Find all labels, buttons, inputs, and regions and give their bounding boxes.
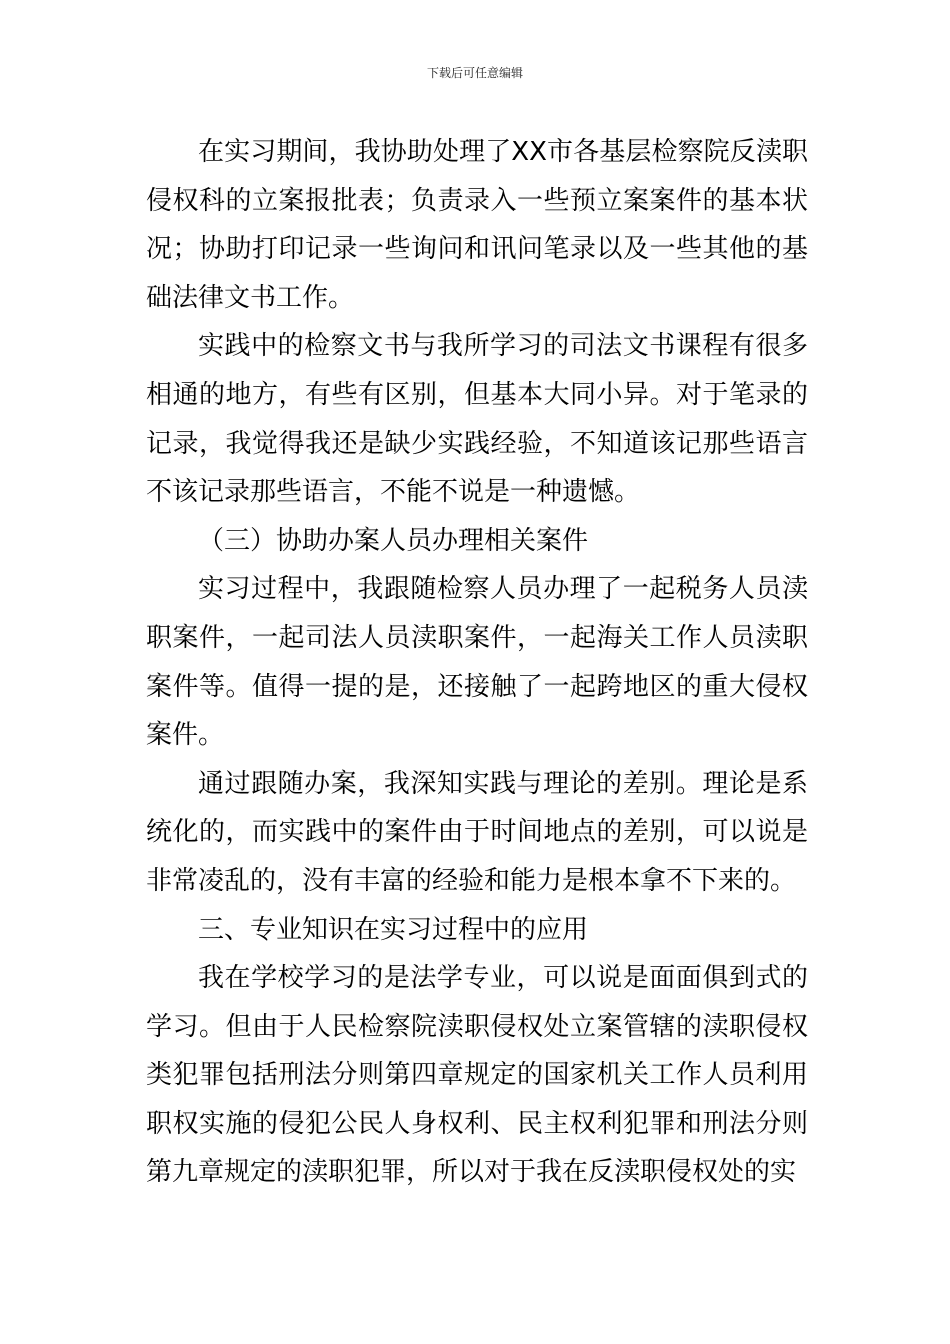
section-heading-knowledge-application: 三、专业知识在实习过程中的应用 [198,914,589,945]
paragraph-documents-comparison: 实践中的检察文书与我所学习的司法文书课程有很多相通的地方，有些有区别，但基本大同小异。对于笔录的记录，我觉得我还是缺少实践经验，不知道该记那些语言不该记录那些语言，不能不说是一种遗憾。 [146,331,808,508]
document-body [146,128,808,1197]
paragraph-law-major: 我在学校学习的是法学专业，可以说是面面俱到式的学习。但由于人民检察院渎职侵权处立案管辖的渎职侵权类犯罪包括刑法分则第四章规定的国家机关工作人员利用职权实施的侵犯公民人身权利、民主权利犯罪和刑法分则第九章规定的渎职犯罪，所以对于我在反渎职侵权处的实 [146,963,808,1188]
section-heading-assist-cases: （三）协助办案人员办理相关案件 [198,525,589,556]
paragraph-internship-tasks: 在实习期间，我协助处理了XX市各基层检察院反渎职侵权科的立案报批表；负责录入一些预立案案件的基本状况；协助打印记录一些询问和讯问笔录以及一些其他的基础法律文书工作。 [146,137,808,313]
paragraph-cases-handled: 实习过程中，我跟随检察人员办理了一起税务人员渎职案件，一起司法人员渎职案件，一起海关工作人员渎职案件等。值得一提的是，还接触了一起跨地区的重大侵权案件。 [146,574,808,751]
page-header: 下载后可任意编辑 [426,66,523,80]
paragraph-theory-practice: 通过跟随办案，我深知实践与理论的差别。理论是系统化的，而实践中的案件由于时间地点的差别，可以说是非常凌乱的，没有丰富的经验和能力是根本拿不下来的。 [146,768,808,896]
